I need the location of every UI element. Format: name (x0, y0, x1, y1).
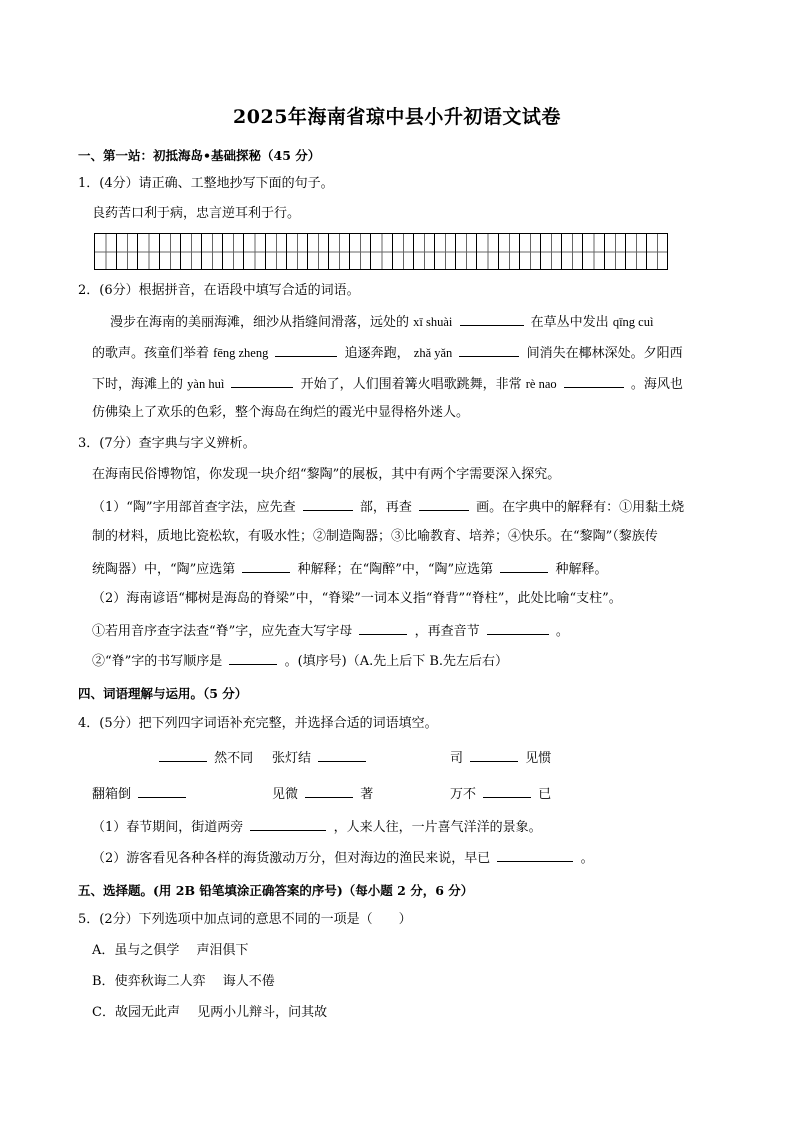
q3-text: （1）“陶”字用部首查字法，应先查 (92, 500, 296, 515)
section-5-heading: 五、选择题。(用 2B 铅笔填涂正确答案的序号)（每小题 2 分，6 分） (78, 883, 474, 898)
idiom-text: 司 (450, 751, 464, 766)
grid-cell[interactable] (625, 234, 646, 269)
q3-line-1 (92, 498, 684, 516)
idiom-text: 然不同 (214, 751, 254, 766)
q2-line-2 (92, 344, 683, 362)
q3-text: 种解释。 (555, 562, 608, 577)
q2-text: 。海风也 (630, 377, 683, 392)
grid-cell[interactable] (201, 234, 222, 269)
pinyin: zhǎ yǎn (413, 346, 453, 360)
idiom-text: 著 (360, 787, 374, 802)
idiom-4 (92, 785, 189, 803)
grid-cell[interactable] (413, 234, 434, 269)
answer-blank[interactable] (359, 622, 407, 635)
q3-stem: 3．(7分）查字典与字义辨析。 (78, 436, 256, 451)
answer-blank[interactable] (275, 344, 337, 357)
q2-line-1 (110, 313, 653, 331)
q3-text: 统陶器）中，“陶”应选第 (92, 562, 236, 577)
option-text: 使弈秋诲二人弈 诲人不倦 (114, 974, 275, 989)
idiom-text: 万不 (450, 787, 477, 802)
idiom-3 (450, 749, 551, 767)
idiom-text: 已 (538, 787, 552, 802)
option-text: 虽与之俱学 声泪俱下 (114, 943, 249, 958)
option-c[interactable] (92, 1005, 327, 1021)
grid-cell[interactable] (328, 234, 349, 269)
grid-cell[interactable] (455, 234, 476, 269)
q1-sentence: 良药苦口利于病，忠言逆耳利于行。 (92, 206, 301, 221)
answer-blank[interactable] (138, 785, 186, 798)
grid-cell[interactable] (604, 234, 625, 269)
answer-blank[interactable] (242, 560, 290, 573)
grid-cell[interactable] (159, 234, 180, 269)
q3-text: 。 (555, 624, 569, 639)
grid-cell[interactable] (116, 234, 137, 269)
grid-cell[interactable] (370, 234, 391, 269)
q5-stem: 5．(2分）下列选项中加点词的意思不同的一项是（ ） (78, 912, 412, 927)
answer-blank[interactable] (460, 313, 524, 326)
q2-text: 漫步在海南的美丽海滩，细沙从指缝间滑落，远处的 (110, 315, 410, 330)
q4-text: （2）游客看见各种各样的海货激动万分，但对海边的渔民来说，早已 (92, 851, 491, 866)
q2-text: 下时，海滩上的 (92, 377, 184, 392)
grid-cell[interactable] (392, 234, 413, 269)
answer-blank[interactable] (483, 785, 531, 798)
grid-cell[interactable] (519, 234, 540, 269)
option-b[interactable] (92, 974, 275, 990)
section-1-heading: 一、第一站：初抵海岛•基础探秘（45 分） (78, 148, 321, 163)
q4-text: 。 (580, 851, 594, 866)
pinyin: qīng cuì (612, 315, 654, 329)
q3-text: ②“脊”字的书写顺序是 (92, 654, 223, 669)
q2-line-3 (92, 375, 683, 393)
grid-cell[interactable] (476, 234, 497, 269)
pinyin: xī shuài (413, 315, 453, 329)
answer-blank[interactable] (250, 818, 326, 831)
q2-stem: 2．(6分）根据拼音，在语段中填写合适的词语。 (78, 283, 360, 298)
grid-cell[interactable] (265, 234, 286, 269)
option-letter: A． (92, 943, 115, 958)
q4-sentence-1 (92, 818, 542, 836)
q2-text: 间消失在椰林深处。夕阳西 (526, 346, 683, 361)
grid-cell[interactable] (222, 234, 243, 269)
answer-blank[interactable] (500, 560, 548, 573)
idiom-1 (156, 749, 253, 767)
grid-cell[interactable] (243, 234, 264, 269)
grid-cell[interactable] (561, 234, 582, 269)
idiom-6 (450, 785, 551, 803)
grid-cell[interactable] (137, 234, 158, 269)
q3-text: 画。在字典中的解释有：①用黏土烧 (476, 500, 685, 515)
q3-text: ，再查音节 (414, 624, 480, 639)
grid-cell[interactable] (434, 234, 455, 269)
answer-blank[interactable] (231, 375, 293, 388)
answer-blank[interactable] (159, 749, 207, 762)
answer-blank[interactable] (470, 749, 518, 762)
q3-line-4: （2）海南谚语“椰树是海岛的脊梁”中，“脊梁”一词本义指“脊背”“脊柱”，此处比喻“支柱”。 (92, 591, 622, 606)
idiom-2 (272, 749, 369, 767)
q3-text: 部，再查 (359, 500, 412, 515)
grid-cell[interactable] (286, 234, 307, 269)
grid-cell[interactable] (540, 234, 561, 269)
q4-stem: 4．(5分）把下列四字词语补充完整，并选择合适的词语填空。 (78, 716, 438, 731)
grid-cell[interactable] (582, 234, 603, 269)
q3-text: 种解释；在“陶醉”中，“陶”应选第 (297, 562, 494, 577)
grid-cell[interactable] (498, 234, 519, 269)
answer-blank[interactable] (459, 344, 519, 357)
q3-line-5 (92, 622, 569, 640)
q4-sentence-2 (92, 849, 594, 867)
option-letter: C． (92, 1005, 115, 1020)
grid-cell[interactable] (180, 234, 201, 269)
q3-text: 。(填序号)（A.先上后下 B.先左后右） (284, 654, 509, 669)
q3-line-6 (92, 652, 508, 670)
answer-blank[interactable] (229, 652, 277, 665)
q3-line-2: 制的材料，质地比瓷松软，有吸水性；②制造陶器；③比喻教育、培养；④快乐。在“黎陶”（黎族传 (92, 529, 658, 544)
q3-line-3 (92, 560, 607, 578)
option-letter: B． (92, 974, 115, 989)
q3-text: ①若用音序查字法查“脊”字，应先查大写字母 (92, 624, 353, 639)
pinyin: fēng zheng (213, 346, 269, 360)
idiom-text: 见惯 (525, 751, 552, 766)
q4-text: （1）春节期间，街道两旁 (92, 820, 244, 835)
idiom-text: 张灯结 (272, 751, 312, 766)
idiom-text: 翻箱倒 (92, 787, 132, 802)
q2-text: 追逐奔跑， (344, 346, 410, 361)
answer-blank[interactable] (303, 498, 353, 511)
section-4-heading: 四、词语理解与运用。（5 分） (78, 686, 248, 701)
answer-blank[interactable] (305, 785, 353, 798)
option-text: 故园无此声 见两小儿辩斗，问其故 (114, 1005, 328, 1020)
grid-cell[interactable] (646, 234, 667, 269)
answer-blank[interactable] (487, 622, 549, 635)
q1-stem: 1．(4分）请正确、工整地抄写下面的句子。 (78, 176, 334, 191)
answer-blank[interactable] (497, 849, 573, 862)
answer-blank[interactable] (318, 749, 366, 762)
pinyin: yàn huì (187, 377, 225, 391)
q4-text: ，人来人往，一片喜气洋洋的景象。 (333, 820, 542, 835)
q3-intro: 在海南民俗博物馆，你发现一块介绍“黎陶”的展板，其中有两个字需要深入探究。 (92, 467, 561, 482)
writing-grid[interactable] (94, 233, 668, 270)
answer-blank[interactable] (419, 498, 469, 511)
answer-blank[interactable] (564, 375, 624, 388)
grid-cell[interactable] (307, 234, 328, 269)
page-title: 2025年海南省琼中县小升初语文试卷 (233, 106, 561, 128)
option-a[interactable] (92, 943, 249, 959)
idiom-text: 见微 (272, 787, 299, 802)
pinyin: rè nao (525, 377, 557, 391)
q2-text: 开始了，人们围着篝火唱歌跳舞，非常 (300, 377, 522, 392)
q2-text: 在草丛中发出 (530, 315, 609, 330)
grid-cell[interactable] (349, 234, 370, 269)
q2-text: 的歌声。孩童们举着 (92, 346, 210, 361)
grid-cell[interactable] (95, 234, 116, 269)
idiom-5 (272, 785, 373, 803)
q2-line-4: 仿佛染上了欢乐的色彩，整个海岛在绚烂的霞光中显得格外迷人。 (92, 405, 470, 420)
